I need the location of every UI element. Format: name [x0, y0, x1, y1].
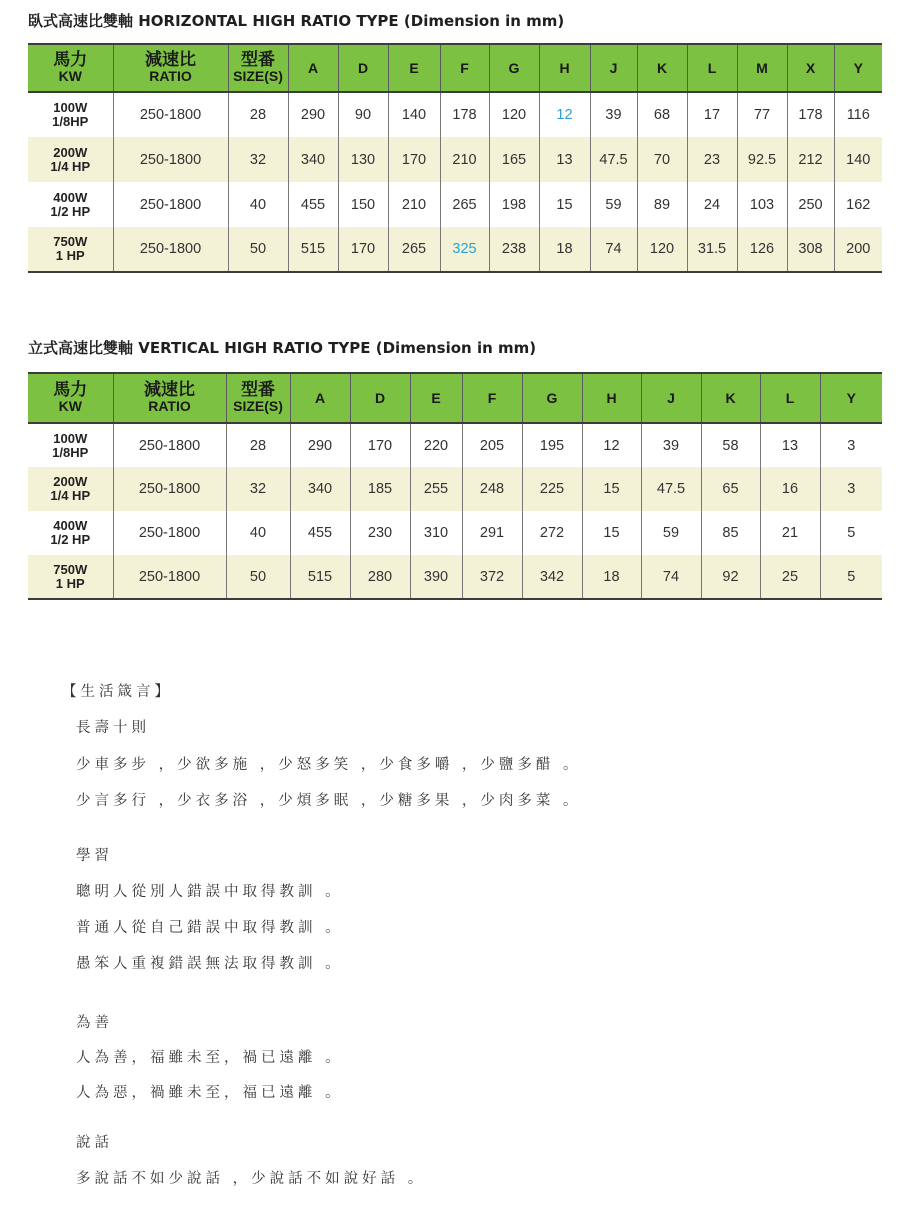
value-cell: 165: [489, 137, 539, 182]
value-cell: 170: [338, 227, 388, 272]
table-row: [28, 467, 882, 511]
value-cell: 21: [760, 511, 820, 555]
value-cell: 65: [701, 467, 760, 511]
value-cell: 220: [410, 423, 462, 467]
value-cell: 12: [582, 423, 641, 467]
size-cell: 32: [226, 467, 290, 511]
value-cell: 17: [687, 92, 737, 137]
ratio-cell: 250-1800: [113, 182, 228, 227]
col-header-l: L: [687, 44, 737, 92]
col-header-e: E: [410, 373, 462, 423]
ratio-cell: 250-1800: [113, 511, 226, 555]
value-cell: 280: [350, 555, 410, 599]
value-cell: 238: [489, 227, 539, 272]
col-header-y: Y: [834, 44, 882, 92]
longevity-title: 長壽十則: [76, 720, 150, 736]
col-header-e: E: [388, 44, 440, 92]
kw-header: 馬力 KW: [28, 44, 113, 92]
col-header-g: G: [522, 373, 582, 423]
value-cell: 455: [288, 182, 338, 227]
learning-title: 學習: [76, 848, 113, 864]
value-cell: 265: [440, 182, 489, 227]
size-cell: 40: [228, 182, 288, 227]
horizontal-section-title: [28, 10, 564, 31]
kindness-line-2: 人為惡，禍雖未至，福已遠離 。: [76, 1085, 344, 1101]
value-cell-highlighted: 325: [440, 227, 489, 272]
value-cell: 89: [637, 182, 687, 227]
speaking-title: 說話: [76, 1135, 113, 1151]
value-cell: 103: [737, 182, 787, 227]
value-cell: 15: [539, 182, 590, 227]
value-cell: 205: [462, 423, 522, 467]
value-cell: 342: [522, 555, 582, 599]
value-cell: 212: [787, 137, 834, 182]
value-cell: 23: [687, 137, 737, 182]
value-cell: 255: [410, 467, 462, 511]
col-header-l: L: [760, 373, 820, 423]
value-cell: 13: [760, 423, 820, 467]
value-cell: 74: [641, 555, 701, 599]
size-cell: 40: [226, 511, 290, 555]
col-header-j: J: [590, 44, 637, 92]
size-cell: 50: [228, 227, 288, 272]
kw-cell: 750W 1 HP: [28, 555, 113, 599]
col-header-f: F: [440, 44, 489, 92]
value-cell: 130: [338, 137, 388, 182]
value-cell: 39: [590, 92, 637, 137]
value-cell: 170: [350, 423, 410, 467]
table-row: [28, 227, 882, 272]
value-cell: 15: [582, 467, 641, 511]
value-cell: 58: [701, 423, 760, 467]
value-cell: 290: [288, 92, 338, 137]
value-cell: 308: [787, 227, 834, 272]
value-cell: 31.5: [687, 227, 737, 272]
value-cell: 25: [760, 555, 820, 599]
ratio-cell: 250-1800: [113, 227, 228, 272]
value-cell: 200: [834, 227, 882, 272]
value-cell: 140: [834, 137, 882, 182]
value-cell: 15: [582, 511, 641, 555]
value-cell: 39: [641, 423, 701, 467]
value-cell: 92: [701, 555, 760, 599]
value-cell: 225: [522, 467, 582, 511]
value-cell: 59: [590, 182, 637, 227]
value-cell: 18: [582, 555, 641, 599]
kw-cell: 200W 1/4 HP: [28, 467, 113, 511]
col-header-g: G: [489, 44, 539, 92]
value-cell: 265: [388, 227, 440, 272]
value-cell: 515: [290, 555, 350, 599]
value-cell: 116: [834, 92, 882, 137]
table-row: [28, 555, 882, 599]
col-header-d: D: [350, 373, 410, 423]
ratio-cell: 250-1800: [113, 92, 228, 137]
value-cell: 150: [338, 182, 388, 227]
kw-cell: 400W 1/2 HP: [28, 182, 113, 227]
kindness-line-1: 人為善，福雖未至，禍已遠離 。: [76, 1050, 344, 1066]
value-cell: 59: [641, 511, 701, 555]
longevity-line-1: 少車多步 ，少欲多施 ，少怒多笑 ，少食多嚼 ，少鹽多醋 。: [76, 757, 582, 773]
horizontal-title-cn: 臥式高速比雙軸: [28, 12, 134, 30]
col-header-j: J: [641, 373, 701, 423]
col-header-h: H: [539, 44, 590, 92]
value-cell: 3: [820, 467, 882, 511]
kw-cell: 400W 1/2 HP: [28, 511, 113, 555]
value-cell: 390: [410, 555, 462, 599]
col-header-y: Y: [820, 373, 882, 423]
value-cell: 290: [290, 423, 350, 467]
horizontal-title-en: HORIZONTAL HIGH RATIO TYPE (Dimension in mm): [138, 12, 565, 30]
ratio-cell: 250-1800: [113, 137, 228, 182]
value-cell: 47.5: [590, 137, 637, 182]
col-header-k: K: [637, 44, 687, 92]
value-cell: 68: [637, 92, 687, 137]
vertical-spec-table: [28, 372, 882, 600]
table-row: [28, 182, 882, 227]
vertical-title-cn: 立式高速比雙軸: [28, 339, 134, 357]
value-cell: 120: [489, 92, 539, 137]
value-cell: 47.5: [641, 467, 701, 511]
size-cell: 32: [228, 137, 288, 182]
value-cell: 140: [388, 92, 440, 137]
vertical-section-title: [28, 337, 536, 358]
col-header-x: X: [787, 44, 834, 92]
col-header-a: A: [290, 373, 350, 423]
size-cell: 28: [226, 423, 290, 467]
col-header-f: F: [462, 373, 522, 423]
value-cell: 372: [462, 555, 522, 599]
kw-cell: 100W 1/8HP: [28, 423, 113, 467]
vertical-title-en: VERTICAL HIGH RATIO TYPE (Dimension in mm): [138, 339, 537, 357]
value-cell: 24: [687, 182, 737, 227]
ratio-header: 減速比 RATIO: [113, 44, 228, 92]
size-header: 型番 SIZE(S): [226, 373, 290, 423]
table-row: [28, 423, 882, 467]
col-header-h: H: [582, 373, 641, 423]
size-cell: 28: [228, 92, 288, 137]
kw-cell: 750W 1 HP: [28, 227, 113, 272]
value-cell: 90: [338, 92, 388, 137]
table-header-row: [28, 44, 882, 92]
value-cell: 77: [737, 92, 787, 137]
kindness-title: 為善: [76, 1015, 113, 1031]
value-cell: 3: [820, 423, 882, 467]
value-cell: 126: [737, 227, 787, 272]
value-cell: 250: [787, 182, 834, 227]
value-cell: 120: [637, 227, 687, 272]
value-cell: 230: [350, 511, 410, 555]
value-cell: 340: [290, 467, 350, 511]
sayings-heading: 【生活箴言】: [62, 684, 173, 700]
ratio-cell: 250-1800: [113, 467, 226, 511]
col-header-d: D: [338, 44, 388, 92]
value-cell: 210: [388, 182, 440, 227]
table-row: [28, 511, 882, 555]
learning-line-3: 愚笨人重複錯誤無法取得教訓 。: [76, 956, 344, 972]
value-cell: 162: [834, 182, 882, 227]
value-cell: 170: [388, 137, 440, 182]
ratio-cell: 250-1800: [113, 555, 226, 599]
kw-header: 馬力 KW: [28, 373, 113, 423]
speaking-line-1: 多說話不如少說話 ，少說話不如說好話 。: [76, 1171, 427, 1187]
value-cell: 70: [637, 137, 687, 182]
kw-cell: 100W 1/8HP: [28, 92, 113, 137]
value-cell: 5: [820, 555, 882, 599]
value-cell: 92.5: [737, 137, 787, 182]
ratio-cell: 250-1800: [113, 423, 226, 467]
value-cell: 74: [590, 227, 637, 272]
learning-line-1: 聰明人從別人錯誤中取得教訓 。: [76, 884, 344, 900]
value-cell: 13: [539, 137, 590, 182]
kw-cell: 200W 1/4 HP: [28, 137, 113, 182]
col-header-m: M: [737, 44, 787, 92]
value-cell: 178: [440, 92, 489, 137]
value-cell: 5: [820, 511, 882, 555]
value-cell: 185: [350, 467, 410, 511]
value-cell: 340: [288, 137, 338, 182]
value-cell: 272: [522, 511, 582, 555]
table-row: [28, 92, 882, 137]
value-cell: 515: [288, 227, 338, 272]
value-cell: 178: [787, 92, 834, 137]
value-cell: 85: [701, 511, 760, 555]
horizontal-spec-table: [28, 43, 882, 273]
value-cell: 455: [290, 511, 350, 555]
table-row: [28, 137, 882, 182]
value-cell: 16: [760, 467, 820, 511]
longevity-line-2: 少言多行 ，少衣多浴 ，少煩多眠 ，少糖多果 ，少肉多菜 。: [76, 793, 582, 809]
value-cell: 210: [440, 137, 489, 182]
learning-line-2: 普通人從自己錯誤中取得教訓 。: [76, 920, 344, 936]
value-cell: 18: [539, 227, 590, 272]
value-cell: 291: [462, 511, 522, 555]
col-header-k: K: [701, 373, 760, 423]
value-cell: 198: [489, 182, 539, 227]
table-header-row: [28, 373, 882, 423]
col-header-a: A: [288, 44, 338, 92]
ratio-header: 減速比 RATIO: [113, 373, 226, 423]
size-header: 型番 SIZE(S): [228, 44, 288, 92]
size-cell: 50: [226, 555, 290, 599]
value-cell: 195: [522, 423, 582, 467]
value-cell: 310: [410, 511, 462, 555]
value-cell-highlighted: 12: [539, 92, 590, 137]
value-cell: 248: [462, 467, 522, 511]
